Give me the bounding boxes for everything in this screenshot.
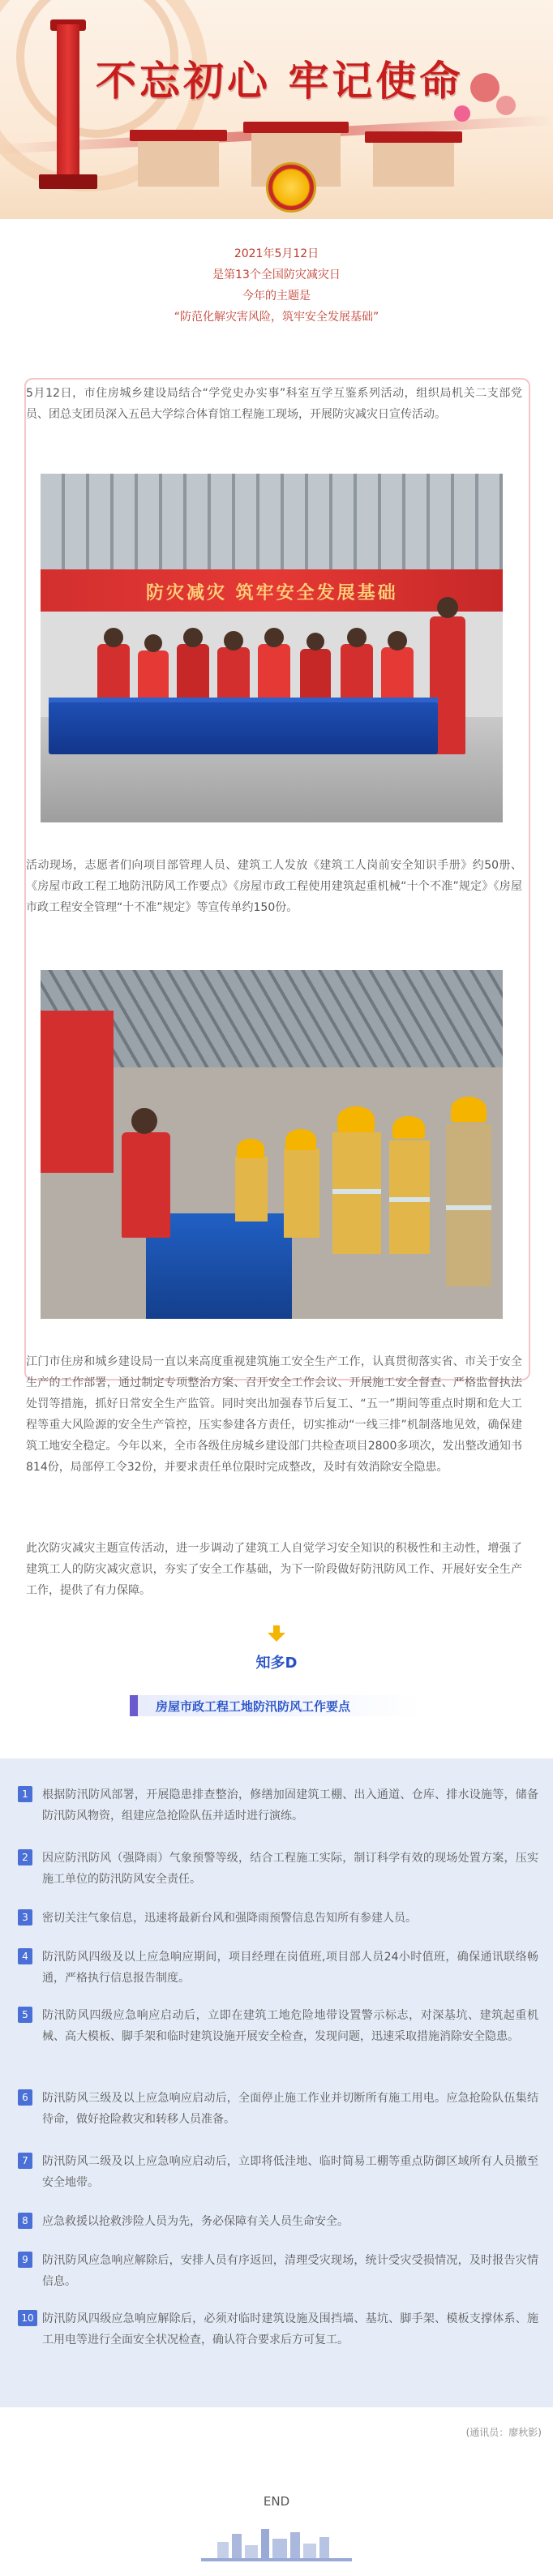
item-number: 7 <box>18 2153 32 2169</box>
item-number: 5 <box>18 2007 32 2023</box>
item-number: 1 <box>18 1786 32 1802</box>
article-paragraph: 此次防灾减灾主题宣传活动，进一步调动了建筑工人自觉学习安全知识的积极性和主动性，增强了建筑工人的防灾减灾意识，夯实了安全工作基础，为下一阶段做好防汛防风工作、开展好安全生产工作，提供了有力保障。 <box>26 1542 522 1597</box>
item-text: 防汛防风二级及以上应急响应启动后，立即将低洼地、临时简易工棚等重点防御区域所有人员撤至安全地带。 <box>42 2155 538 2189</box>
article-paragraph: 活动现场，志愿者们向项目部管理人员、建筑工人发放《建筑工人岗前安全知识手册》约50册、《房屋市政工程工地防汛防风工作要点》《房屋市政工程使用建筑起重机械“十个不准”规定》《房屋市政工程安全管理“十不准”规定》等宣传单约150份。 <box>26 859 522 914</box>
item-text: 防汛防风四级应急响应解除后，必须对临时建筑设施及围挡墙、基坑、脚手架、模板支撑体系、施工用电等进行全面安全状况检查，确认符合要求后方可复工。 <box>42 2312 538 2346</box>
photo-banner-text: 防灾减灾 筑牢安全发展基础 <box>146 583 398 603</box>
item-text: 防汛防风三级及以上应急响应启动后，全面停止施工作业并切断所有施工用电。应急抢险队伍集结待命，做好抢险救灾和转移人员准备。 <box>42 2092 538 2126</box>
intro-block <box>0 243 553 328</box>
arrow-down-icon <box>268 1625 285 1642</box>
item-number: 4 <box>18 1948 32 1964</box>
item-text: 应急救援以抢救涉险人员为先，务必保障有关人员生命安全。 <box>42 2215 349 2228</box>
section-title: 知多D <box>255 1655 298 1672</box>
item-number: 8 <box>18 2213 32 2229</box>
item-number: 9 <box>18 2252 32 2268</box>
city-skyline-icon <box>201 2522 352 2563</box>
item-text: 密切关注气象信息，迅速将最新台风和强降雨预警信息告知所有参建人员。 <box>42 1912 417 1925</box>
intro-line: “防范化解灾害风险，筑牢安全发展基础” <box>174 311 379 324</box>
article-paragraph: 5月12日，市住房城乡建设局结合“学党史办实事”科室互学互鉴系列活动，组织局机关二支部党员、团总支团员深入五邑大学综合体育馆工程施工现场，开展防灾减灾日宣传活动。 <box>26 387 522 421</box>
party-emblem-icon <box>266 162 316 213</box>
item-text: 根据防汛防风部署，开展隐患排查整治，修缮加固建筑工棚、出入通道、仓库、排水设施等，储备防汛防风物资，组建应急抢险队伍并适时进行演练。 <box>42 1788 538 1823</box>
flower-icon <box>470 73 499 102</box>
monument-icon <box>39 174 97 189</box>
monument-icon <box>57 24 79 178</box>
source-credit: (通讯员：廖秋影) <box>465 2427 542 2438</box>
flower-icon <box>496 96 516 115</box>
intro-line: 今年的主题是 <box>242 290 311 303</box>
item-number: 3 <box>18 1909 32 1926</box>
item-text: 防汛防风四级及以上应急响应期间，项目经理在岗值班,项目部人员24小时值班，确保通讯联络畅通，严格执行信息报告制度。 <box>42 1951 538 1985</box>
activity-photo-2 <box>41 970 503 1319</box>
intro-line: 是第13个全国防灾减灾日 <box>212 268 341 281</box>
section-subtitle-bar <box>130 1695 423 1716</box>
intro-line: 2021年5月12日 <box>234 247 319 260</box>
section-subtitle: 房屋市政工程工地防汛防风工作要点 <box>156 1699 351 1714</box>
item-text: 防汛防风四级应急响应启动后，立即在建筑工地危险地带设置警示标志，对深基坑、建筑起重机械、高大模板、脚手架和临时建筑设施开展安全检查，发现问题，迅速采取措施消除安全隐患。 <box>42 2009 538 2043</box>
item-text: 因应防汛防风（强降雨）气象预警等级，结合工程施工实际，制订科学有效的现场处置方案，压实施工单位的防汛防风安全责任。 <box>42 1852 538 1886</box>
flower-icon <box>454 105 470 122</box>
article-paragraph: 江门市住房和城乡建设局一直以来高度重视建筑施工安全生产工作，认真贯彻落实省、市关于安全生产的工作部署，通过制定专项整治方案、召开安全工作会议、开展施工安全督查、严格监督执法处罚等措施，抓好日常安全生产监管。同时突出加强春节后复工、“五一”期间等重点时期和危大工程等重大风险源的安全生产管控，压实参建各方责任，切实推动“一线三排”机制落地见效，确保建筑工地安全稳定。今年以来，全市各级住房城乡建设部门共检查项目2800多项次，发出整改通知书814份，局部停工令32份，并要求责任单位限时完成整改，及时有效消除安全隐患。 <box>26 1355 522 1474</box>
header-banner <box>0 0 553 219</box>
item-number: 2 <box>18 1849 32 1865</box>
item-number: 10 <box>18 2310 37 2326</box>
item-text: 防汛防风应急响应解除后，安排人员有序返回，清理受灾现场，统计受灾受损情况，及时报告灾情信息。 <box>42 2254 538 2288</box>
end-label: END <box>263 2494 290 2509</box>
item-number: 6 <box>18 2089 32 2106</box>
banner-title: 不忘初心 牢记使命 <box>96 57 464 105</box>
activity-photo-1 <box>41 474 503 822</box>
subtitle-marker <box>130 1695 138 1716</box>
